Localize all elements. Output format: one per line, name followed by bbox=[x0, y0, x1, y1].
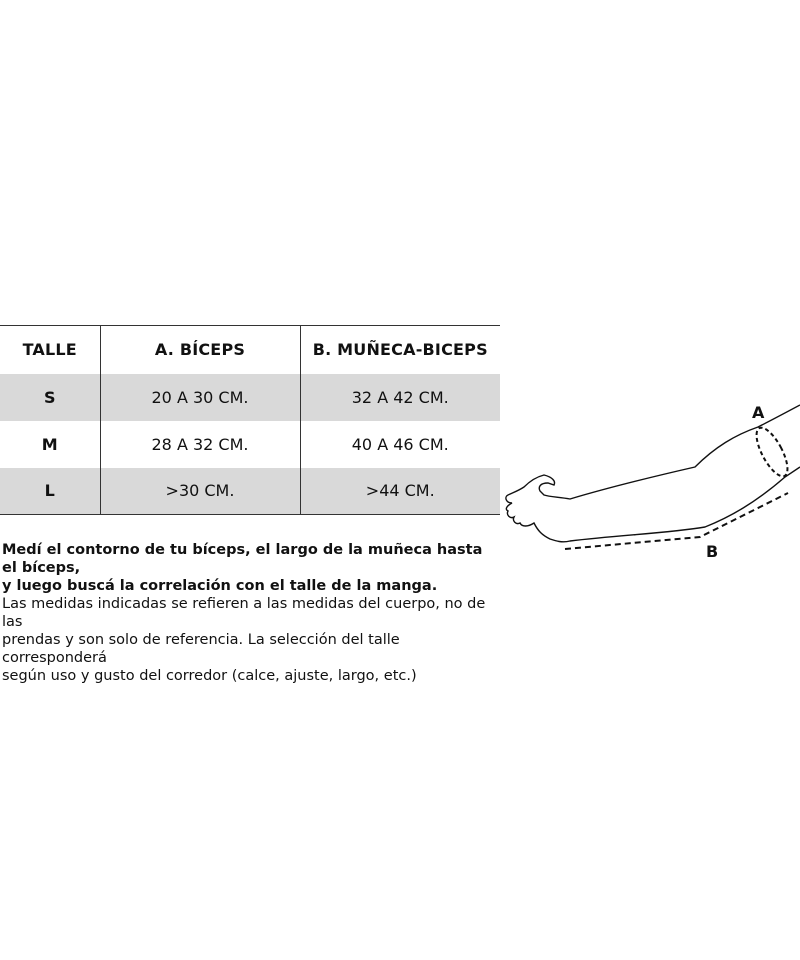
wrist-biceps-cell: 32 A 42 CM. bbox=[300, 374, 500, 421]
table-row bbox=[0, 421, 500, 468]
disclaimer-line-2: prendas y son solo de referencia. La selección del talle corresponderá bbox=[2, 632, 400, 666]
wrist-biceps-cell: 40 A 46 CM. bbox=[300, 421, 500, 468]
label-a: A bbox=[752, 403, 765, 422]
table-row bbox=[0, 468, 500, 515]
arm-outline bbox=[506, 405, 800, 542]
disclaimer-line-3: según uso y gusto del corredor (calce, ajuste, largo, etc.) bbox=[2, 668, 417, 684]
wrist-biceps-cell: >44 CM. bbox=[300, 468, 500, 515]
header-talle: TALLE bbox=[22, 340, 77, 360]
biceps-measure-ellipse bbox=[750, 423, 793, 480]
header-wrist-biceps: B. MUÑECA-BICEPS bbox=[300, 326, 500, 374]
table-row bbox=[0, 374, 500, 421]
wrist-biceps-measure-line bbox=[565, 493, 788, 549]
biceps-cell: >30 CM. bbox=[100, 468, 300, 515]
size-cell: M bbox=[41, 434, 58, 454]
biceps-cell: 28 A 32 CM. bbox=[100, 421, 300, 468]
arm-measurement-diagram bbox=[500, 395, 800, 570]
label-b: B bbox=[706, 542, 719, 561]
measurement-notes bbox=[2, 541, 502, 685]
size-cell: S bbox=[43, 387, 56, 407]
instruction-line-2: y luego buscá la correlación con el talle de la manga. bbox=[2, 578, 438, 594]
biceps-cell: 20 A 30 CM. bbox=[100, 374, 300, 421]
size-table bbox=[0, 325, 500, 515]
table-header-row bbox=[0, 326, 500, 374]
disclaimer-line-1: Las medidas indicadas se refieren a las medidas del cuerpo, no de las bbox=[2, 596, 486, 630]
header-biceps: A. BÍCEPS bbox=[100, 326, 300, 374]
instruction-line-1: Medí el contorno de tu bíceps, el largo de la muñeca hasta el bíceps, bbox=[2, 542, 483, 576]
size-cell: L bbox=[44, 481, 55, 501]
